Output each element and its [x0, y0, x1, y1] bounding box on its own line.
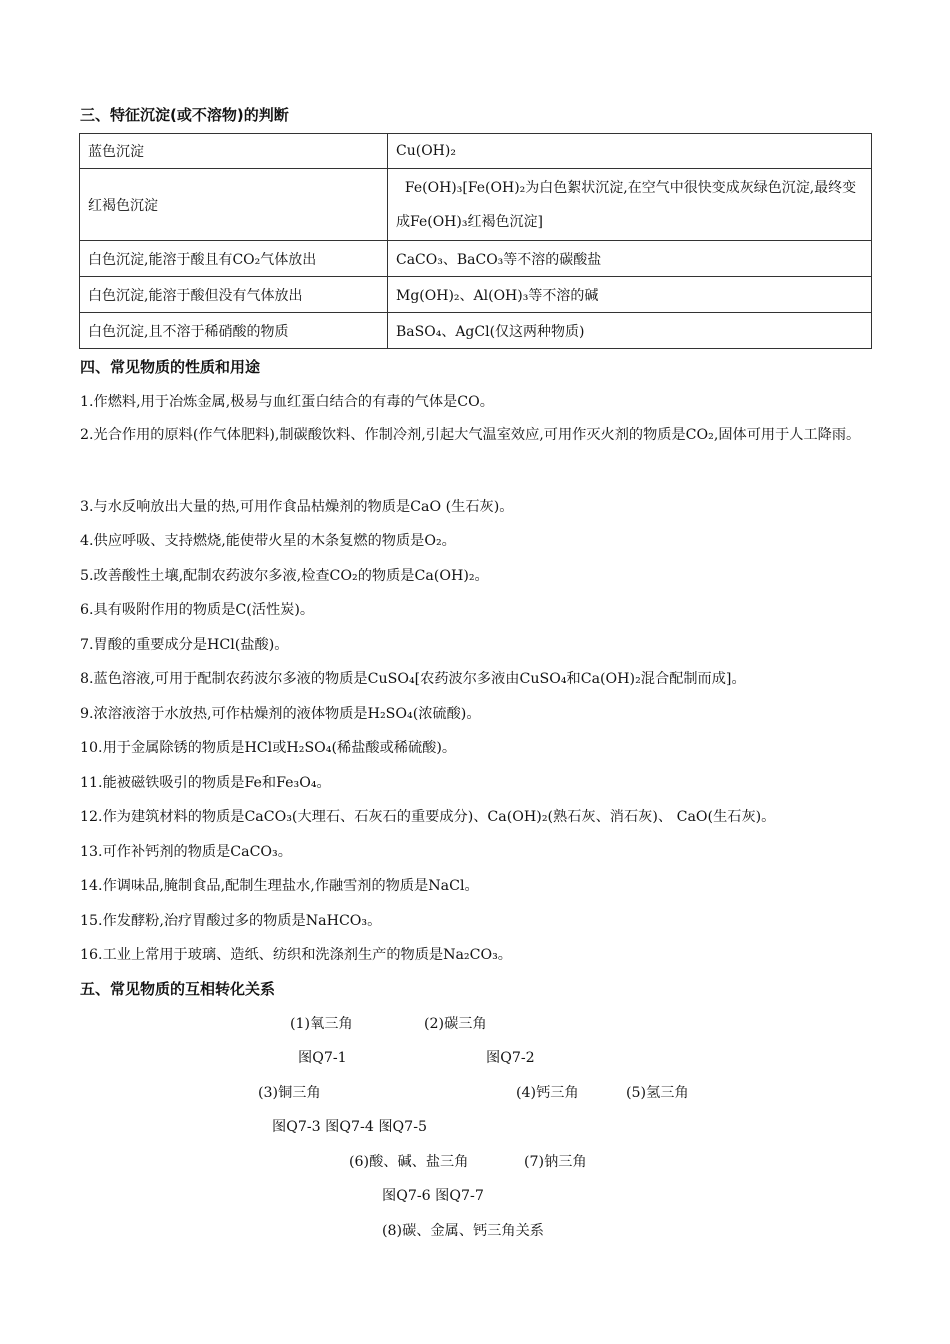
list-item: 13.可作补钙剂的物质是CaCO₃。 [80, 844, 292, 860]
table-cell: 白色沉淀,能溶于酸且有CO₂气体放出 [80, 241, 388, 277]
section-5-heading: 五、常见物质的互相转化关系 [80, 980, 276, 998]
table-cell: Fe(OH)₃[Fe(OH)₂为白色絮状沉淀,在空气中很快变成灰绿色沉淀,最终变成Fe(OH)₃红褐色沉淀] [388, 169, 872, 241]
section-4-heading: 四、常见物质的性质和用途 [80, 358, 261, 376]
list-item: 16.工业上常用于玻璃、造纸、纺织和洗涤剂生产的物质是Na₂CO₃。 [80, 947, 512, 963]
table-cell: Cu(OH)₂ [388, 134, 872, 169]
list-item: 15.作发酵粉,治疗胃酸过多的物质是NaHCO₃。 [80, 913, 382, 929]
figure-caption: (7)钠三角 [524, 1154, 587, 1170]
figure-caption: (4)钙三角 [516, 1085, 579, 1101]
figure-label: 图Q7-3 图Q7-4 图Q7-5 [272, 1119, 428, 1135]
list-item: 14.作调味品,腌制食品,配制生理盐水,作融雪剂的物质是NaCl。 [80, 878, 479, 894]
figure-caption: (8)碳、金属、钙三角关系 [382, 1223, 544, 1239]
table-row [80, 169, 872, 241]
list-item: 1.作燃料,用于冶炼金属,极易与血红蛋白结合的有毒的气体是CO。 [80, 394, 494, 410]
table-cell: 白色沉淀,能溶于酸但没有气体放出 [80, 277, 388, 313]
section-3-heading: 三、特征沉淀(或不溶物)的判断 [80, 106, 289, 124]
table-row [80, 313, 872, 349]
table-cell: CaCO₃、BaCO₃等不溶的碳酸盐 [388, 241, 872, 277]
table-cell: 红褐色沉淀 [80, 169, 388, 241]
figure-caption: (1)氧三角 [290, 1016, 353, 1032]
figure-label: 图Q7-6 图Q7-7 [382, 1188, 484, 1204]
figure-caption: (6)酸、碱、盐三角 [349, 1154, 469, 1170]
table-cell: 蓝色沉淀 [80, 134, 388, 169]
list-item: 8.蓝色溶液,可用于配制农药波尔多液的物质是CuSO₄[农药波尔多液由CuSO₄和Ca(OH)₂混合配制而成]。 [80, 671, 746, 687]
figure-caption: (2)碳三角 [424, 1016, 487, 1032]
figure-label: 图Q7-1 [298, 1050, 347, 1066]
list-item: 3.与水反响放出大量的热,可用作食品枯燥剂的物质是CaO (生石灰)。 [80, 499, 514, 515]
figure-label: 图Q7-2 [486, 1050, 535, 1066]
list-item: 6.具有吸附作用的物质是C(活性炭)。 [80, 602, 315, 618]
list-item: 11.能被磁铁吸引的物质是Fe和Fe₃O₄。 [80, 775, 331, 791]
table-cell: 白色沉淀,且不溶于稀硝酸的物质 [80, 313, 388, 349]
list-item: 5.改善酸性土壤,配制农药波尔多液,检查CO₂的物质是Ca(OH)₂。 [80, 568, 489, 584]
list-item: 9.浓溶液溶于水放热,可作枯燥剂的液体物质是H₂SO₄(浓硫酸)。 [80, 706, 481, 722]
table-row [80, 134, 872, 169]
list-item: 2.光合作用的原料(作气体肥料),制碳酸饮料、作制冷剂,引起大气温室效应,可用作灭火剂的物质是CO₂,固体可用于人工降雨。 [80, 427, 861, 443]
table-cell: BaSO₄、AgCl(仅这两种物质) [388, 313, 872, 349]
list-item: 4.供应呼吸、支持燃烧,能使带火星的木条复燃的物质是O₂。 [80, 533, 456, 549]
list-item: 12.作为建筑材料的物质是CaCO₃(大理石、石灰石的重要成分)、Ca(OH)₂(熟石灰、消石灰)、 CaO(生石灰)。 [80, 809, 776, 825]
figure-caption: (3)铜三角 [258, 1085, 321, 1101]
list-item: 7.胃酸的重要成分是HCl(盐酸)。 [80, 637, 289, 653]
table-cell: Mg(OH)₂、Al(OH)₃等不溶的碱 [388, 277, 872, 313]
table-row [80, 241, 872, 277]
list-item: 10.用于金属除锈的物质是HCl或H₂SO₄(稀盐酸或稀硫酸)。 [80, 740, 457, 756]
figure-caption: (5)氢三角 [626, 1085, 689, 1101]
table-row [80, 277, 872, 313]
precipitate-table [79, 133, 872, 349]
